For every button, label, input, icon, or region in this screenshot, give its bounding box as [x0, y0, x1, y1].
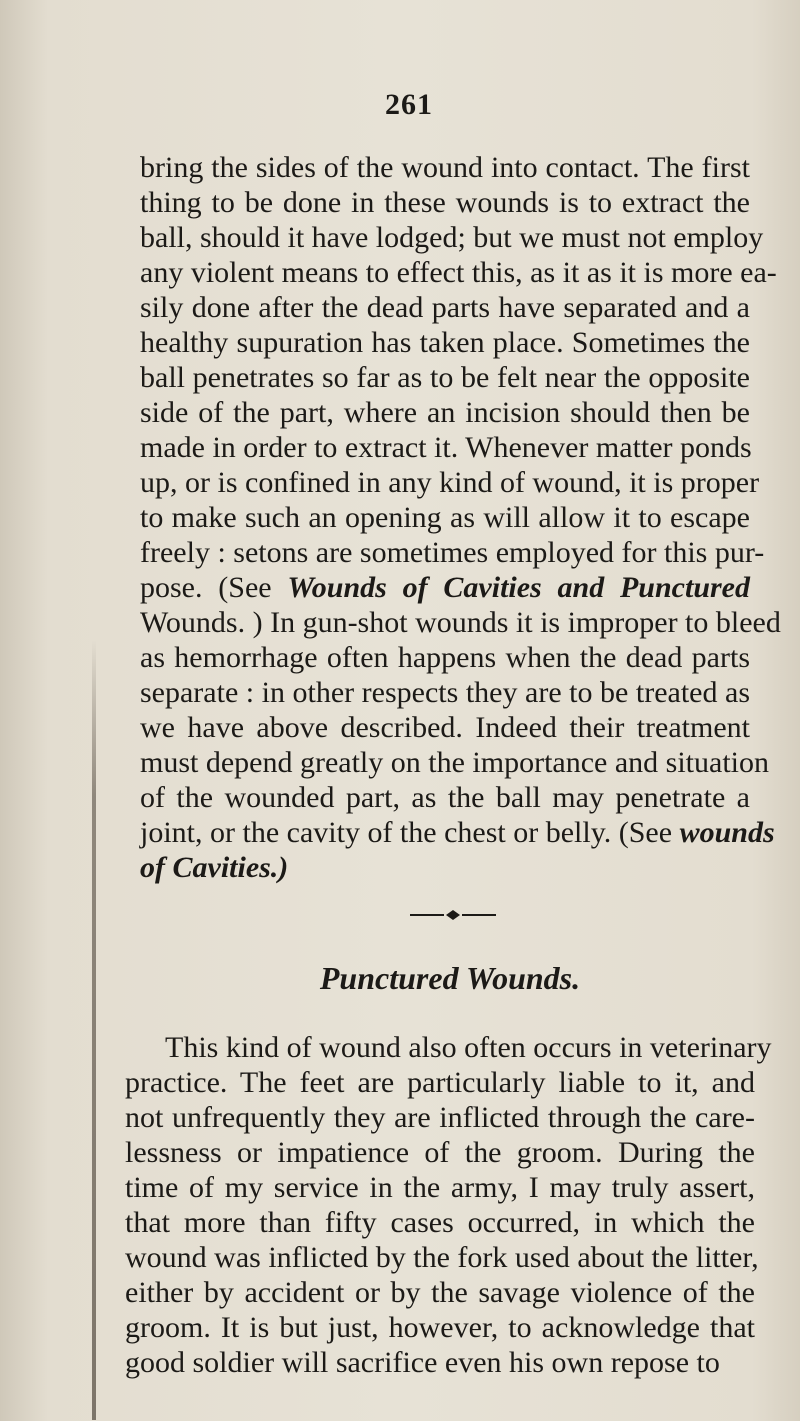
- text-line: that more than fifty cases occurred, in which the: [125, 1206, 755, 1239]
- text-line: ball penetrates so far as to be felt near the opposite: [140, 361, 750, 394]
- text-line: ball, should it have lodged; but we must not employ: [140, 221, 764, 254]
- text-line: side of the part, where an incision should then be: [140, 396, 750, 429]
- text-line: made in order to extract it. Whenever matter ponds: [140, 431, 752, 464]
- text-fragment: joint, or the cavity of the chest or belly. (See: [140, 816, 680, 849]
- text-line-with-reference: [140, 815, 775, 850]
- text-line: bring the sides of the wound into contact. The first: [140, 151, 750, 184]
- text-line: up, or is confined in any kind of wound, it is proper: [140, 466, 760, 499]
- text-line: freely : setons are sometimes employed for this pur-: [140, 536, 765, 569]
- text-line: thing to be done in these wounds is to extract the: [140, 186, 750, 219]
- text-line: groom. It is but just, however, to acknowledge that: [125, 1311, 755, 1344]
- text-line: good soldier will sacrifice even his own repose to: [125, 1346, 720, 1379]
- page-number: 261: [385, 88, 433, 121]
- cross-reference: of Cavities.): [140, 851, 289, 884]
- text-line: [140, 850, 750, 885]
- cross-reference: Wounds of Cavities and Punctured: [287, 571, 750, 604]
- text-line: wound was inflicted by the fork used about the litter,: [125, 1241, 759, 1274]
- text-line: not unfrequently they are inflicted through the care-: [125, 1101, 755, 1134]
- text-line: practice. The feet are particularly liable to it, and: [125, 1066, 755, 1099]
- page-binding-edge: [92, 640, 96, 1420]
- section-divider-ornament: [408, 908, 498, 922]
- text-line-with-reference: [140, 570, 750, 605]
- text-line: healthy supuration has taken place. Sometimes the: [140, 326, 750, 359]
- paragraph-punctured-wounds: [125, 1030, 772, 1380]
- text-fragment: pose. (See: [140, 571, 288, 604]
- text-line: separate : in other respects they are to be treated as: [140, 676, 750, 709]
- text-line: we have above described. Indeed their treatment: [140, 711, 750, 744]
- text-line: Wounds. ) In gun-shot wounds it is improper to bleed: [140, 606, 781, 639]
- text-line: lessness or impatience of the groom. During the: [125, 1136, 755, 1169]
- text-line: This kind of wound also often occurs in veterinary: [165, 1031, 772, 1064]
- section-heading: Punctured Wounds.: [319, 960, 581, 996]
- text-line: any violent means to effect this, as it as it is more ea-: [140, 256, 777, 289]
- text-line: sily done after the dead parts have separated and a: [140, 291, 750, 324]
- text-line: either by accident or by the savage violence of the: [125, 1276, 755, 1309]
- text-line: to make such an opening as will allow it to escape: [140, 501, 750, 534]
- text-line: of the wounded part, as the ball may penetrate a: [140, 781, 750, 814]
- text-line: time of my service in the army, I may truly assert,: [125, 1171, 755, 1204]
- cross-reference: wounds: [679, 816, 775, 849]
- text-line: must depend greatly on the importance and situation: [140, 746, 770, 779]
- paragraph-gunshot-wounds: [140, 150, 781, 885]
- text-line: as hemorrhage often happens when the dead parts: [140, 641, 750, 674]
